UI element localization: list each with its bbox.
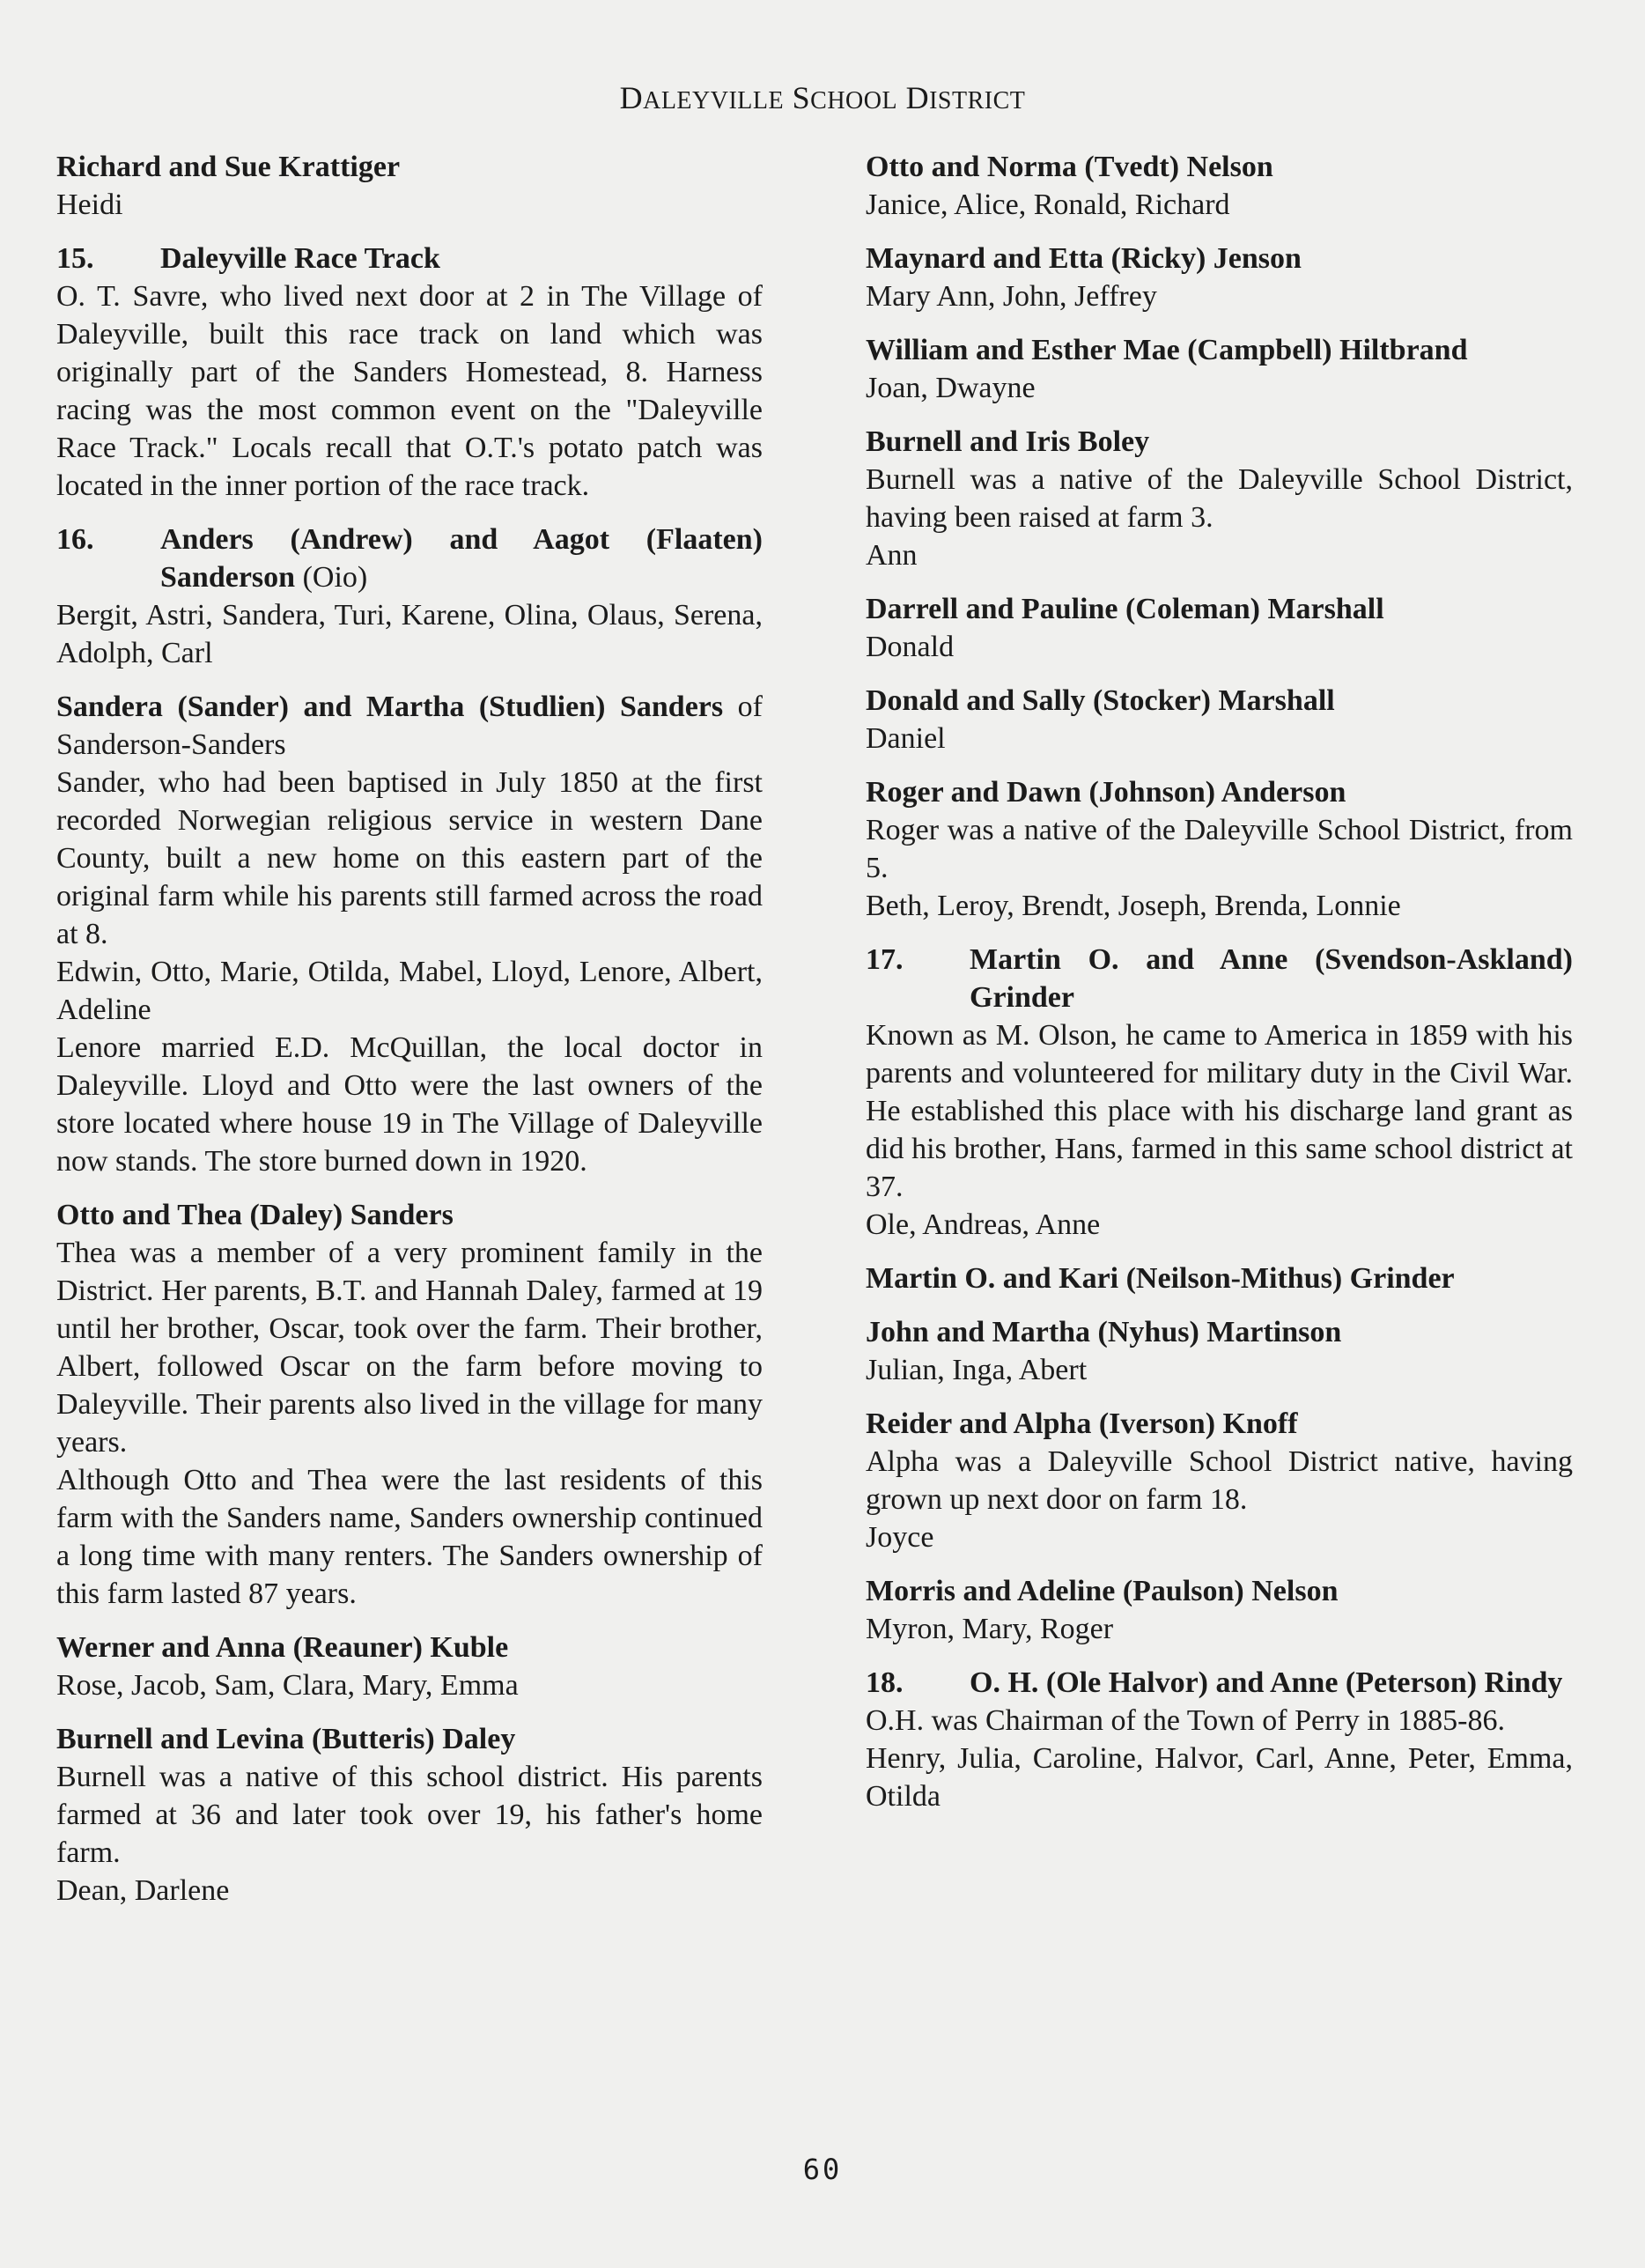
section-number: 17.: [866, 943, 904, 976]
entry-heading: Reider and Alpha (Iverson) Knoff: [866, 1407, 1298, 1440]
children-list: Mary Ann, John, Jeffrey: [866, 280, 1157, 313]
section-number: 18.: [866, 1666, 904, 1699]
entry-text: Sander, who had been baptised in July 1850 at the first recorded Norwegian religious service in western Dane County, built a new home on this eastern part of the original farm while his parents still farmed across the road at 8.: [56, 766, 763, 950]
section-title: O. H. (Ole Halvor) and Anne (Peterson) Rindy: [970, 1666, 1563, 1699]
section-heading: [866, 1664, 1573, 1702]
children-list: Donald: [866, 631, 955, 663]
entry-text: Lenore married E.D. McQuillan, the local doctor in Daleyville. Lloyd and Otto were the last owners of the store located where house 19 in The Village of Daleyville now stands. The store burned down in 1920.: [56, 1031, 763, 1178]
entry-heading: Otto and Thea (Daley) Sanders: [56, 1199, 454, 1231]
entry-text: Although Otto and Thea were the last residents of this farm with the Sanders name, Sanders ownership continued a long time with many renters. The Sanders ownership of this farm lasted 87 years.: [56, 1464, 763, 1610]
entry-text: Roger was a native of the Daleyville School District, from 5.: [866, 814, 1573, 884]
entry-heading: John and Martha (Nyhus) Martinson: [866, 1316, 1342, 1348]
entry-text: Burnell was a native of this school district. His parents farmed at 36 and later took over 19, his father's home farm.: [56, 1761, 763, 1869]
entry-heading: Burnell and Iris Boley: [866, 425, 1150, 458]
children-list: Ole, Andreas, Anne: [866, 1208, 1101, 1241]
children-list: Heidi: [56, 188, 123, 221]
entry-heading: Richard and Sue Krattiger: [56, 151, 401, 183]
entry-heading: Martin O. and Kari (Neilson-Mithus) Grinder: [866, 1262, 1455, 1295]
children-list: Daniel: [866, 722, 946, 755]
entry-text: O. T. Savre, who lived next door at 2 in The Village of Daleyville, built this race track on land which was originally part of the Sanders Homestead, 8. Harness racing was the most common event on the "Daleyville Race Track." Locals recall that O.T.'s potato patch was located in the inner portion of the race track.: [56, 280, 763, 502]
children-list: Janice, Alice, Ronald, Richard: [866, 188, 1230, 221]
entry-heading: Maynard and Etta (Ricky) Jenson: [866, 242, 1302, 275]
section-heading: [866, 941, 1573, 1016]
entry-heading: Sandera (Sander) and Martha (Studlien) Sanders of Sanderson-Sanders: [56, 691, 763, 761]
children-list: Julian, Inga, Abert: [866, 1354, 1088, 1386]
children-list: Rose, Jacob, Sam, Clara, Mary, Emma: [56, 1669, 519, 1702]
section-heading: [56, 521, 763, 596]
entry-heading: Roger and Dawn (Johnson) Anderson: [866, 776, 1346, 809]
left-column: [56, 148, 763, 1910]
entry-text: O.H. was Chairman of the Town of Perry in 1885-86.: [866, 1704, 1505, 1737]
children-list: Beth, Leroy, Brendt, Joseph, Brenda, Lonnie: [866, 890, 1401, 922]
children-list: Bergit, Astri, Sandera, Turi, Karene, Olina, Olaus, Serena, Adolph, Carl: [56, 599, 763, 669]
children-list: Joyce: [866, 1521, 934, 1554]
entry-heading: William and Esther Mae (Campbell) Hiltbrand: [866, 334, 1468, 366]
children-list: Joan, Dwayne: [866, 372, 1036, 404]
section-number: 16.: [56, 523, 94, 556]
section-heading: [56, 240, 763, 277]
section-title: Martin O. and Anne (Svendson-Askland) Grinder: [970, 943, 1573, 1014]
entry-text: Alpha was a Daleyville School District native, having grown up next door on farm 18.: [866, 1445, 1573, 1516]
page-number: 60: [802, 2153, 843, 2186]
section-title: Anders (Andrew) and Aagot (Flaaten) Sanderson (Oio): [160, 523, 763, 594]
section-number: 15.: [56, 242, 94, 275]
entry-text: Burnell was a native of the Daleyville School District, having been raised at farm 3.: [866, 463, 1573, 534]
children-list: Henry, Julia, Caroline, Halvor, Carl, Anne, Peter, Emma, Otilda: [866, 1742, 1573, 1813]
section-title: Daleyville Race Track: [160, 242, 440, 275]
entry-heading: Donald and Sally (Stocker) Marshall: [866, 684, 1335, 717]
entry-text: Known as M. Olson, he came to America in 1859 with his parents and volunteered for military duty in the Civil War. He established this place with his discharge land grant as did his brother, Hans, farmed in this same school district at 37.: [866, 1019, 1573, 1203]
children-list: Dean, Darlene: [56, 1874, 230, 1907]
entry-text: Thea was a member of a very prominent family in the District. Her parents, B.T. and Hannah Daley, farmed at 19 until her brother, Oscar, took over the farm. Their brother, Albert, followed Oscar on the farm before moving to Daleyville. Their parents also lived in the village for many years.: [56, 1237, 763, 1459]
entry-heading: Burnell and Levina (Butteris) Daley: [56, 1723, 516, 1755]
children-list: Ann: [866, 539, 918, 572]
page-header: DALEYVILLE SCHOOL DISTRICT: [619, 80, 1026, 115]
children-list: Myron, Mary, Roger: [866, 1613, 1114, 1645]
entry-heading: Darrell and Pauline (Coleman) Marshall: [866, 593, 1384, 625]
entry-heading: Morris and Adeline (Paulson) Nelson: [866, 1575, 1339, 1607]
children-list: Edwin, Otto, Marie, Otilda, Mabel, Lloyd, Lenore, Albert, Adeline: [56, 956, 763, 1026]
entry-heading: Otto and Norma (Tvedt) Nelson: [866, 151, 1273, 183]
right-column: [866, 148, 1573, 1815]
entry-heading: Werner and Anna (Reauner) Kuble: [56, 1631, 509, 1664]
